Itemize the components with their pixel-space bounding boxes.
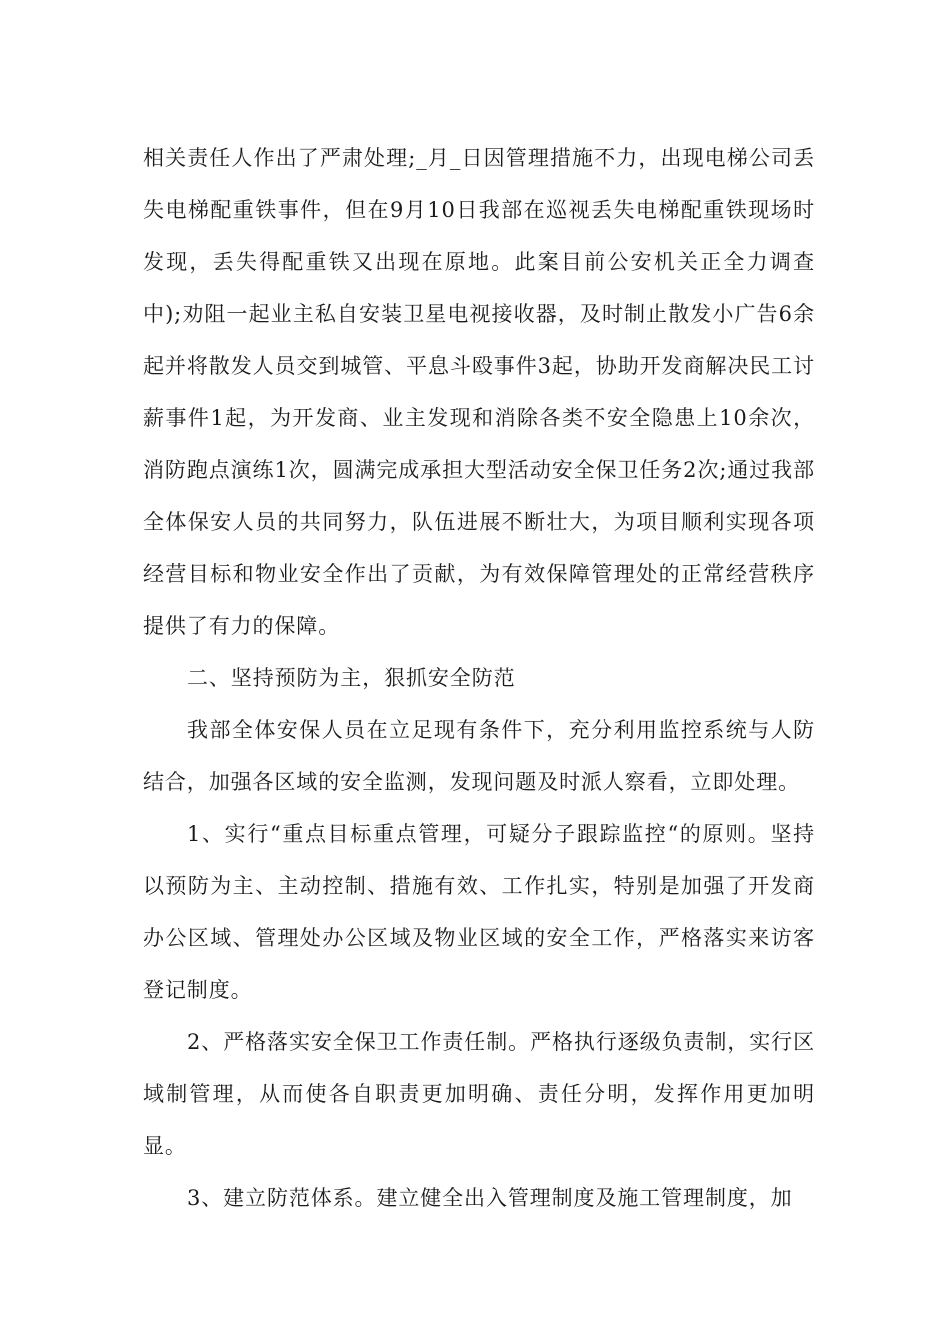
document-body [143,132,815,1224]
paragraph-item-2: 2、严格落实安全保卫工作责任制。严格执行逐级负责制，实行区域制管理，从而使各自职责更加明确、责任分明，发挥作用更加明显。 [143,1030,815,1158]
paragraph-monitoring: 我部全体安保人员在立足现有条件下，充分利用监控系统与人防结合，加强各区域的安全监测，发现问题及时派人察看，立即处理。 [143,718,815,794]
section-heading-prevention: 二、坚持预防为主，狠抓安全防范 [187,666,516,690]
paragraph-incident-summary: 相关责任人作出了严肃处理;_月_日因管理措施不力，出现电梯公司丢失电梯配重铁事件，但在9月10日我部在巡视丢失电梯配重铁现场时发现，丢失得配重铁又出现在原地。此案目前公安机关正全力调查中);劝阻一起业主私自安装卫星电视接收器，及时制止散发小广告6余起并将散发人员交到城管、平息斗殴事件3起，协助开发商解决民工讨薪事件1起，为开发商、业主发现和消除各类不安全隐患上10余次，消防跑点演练1次，圆满完成承担大型活动安全保卫任务2次;通过我部全体保安人员的共同努力，队伍进展不断壮大，为项目顺利实现各项经营目标和物业安全作出了贡献，为有效保障管理处的正常经营秩序提供了有力的保障。 [143,146,815,638]
paragraph-item-1: 1、实行“重点目标重点管理，可疑分子跟踪监控“的原则。坚持以预防为主、主动控制、措施有效、工作扎实，特别是加强了开发商办公区域、管理处办公区域及物业区域的安全工作，严格落实来访客登记制度。 [143,822,815,1002]
paragraph-item-3: 3、建立防范体系。建立健全出入管理制度及施工管理制度，加 [187,1186,793,1210]
